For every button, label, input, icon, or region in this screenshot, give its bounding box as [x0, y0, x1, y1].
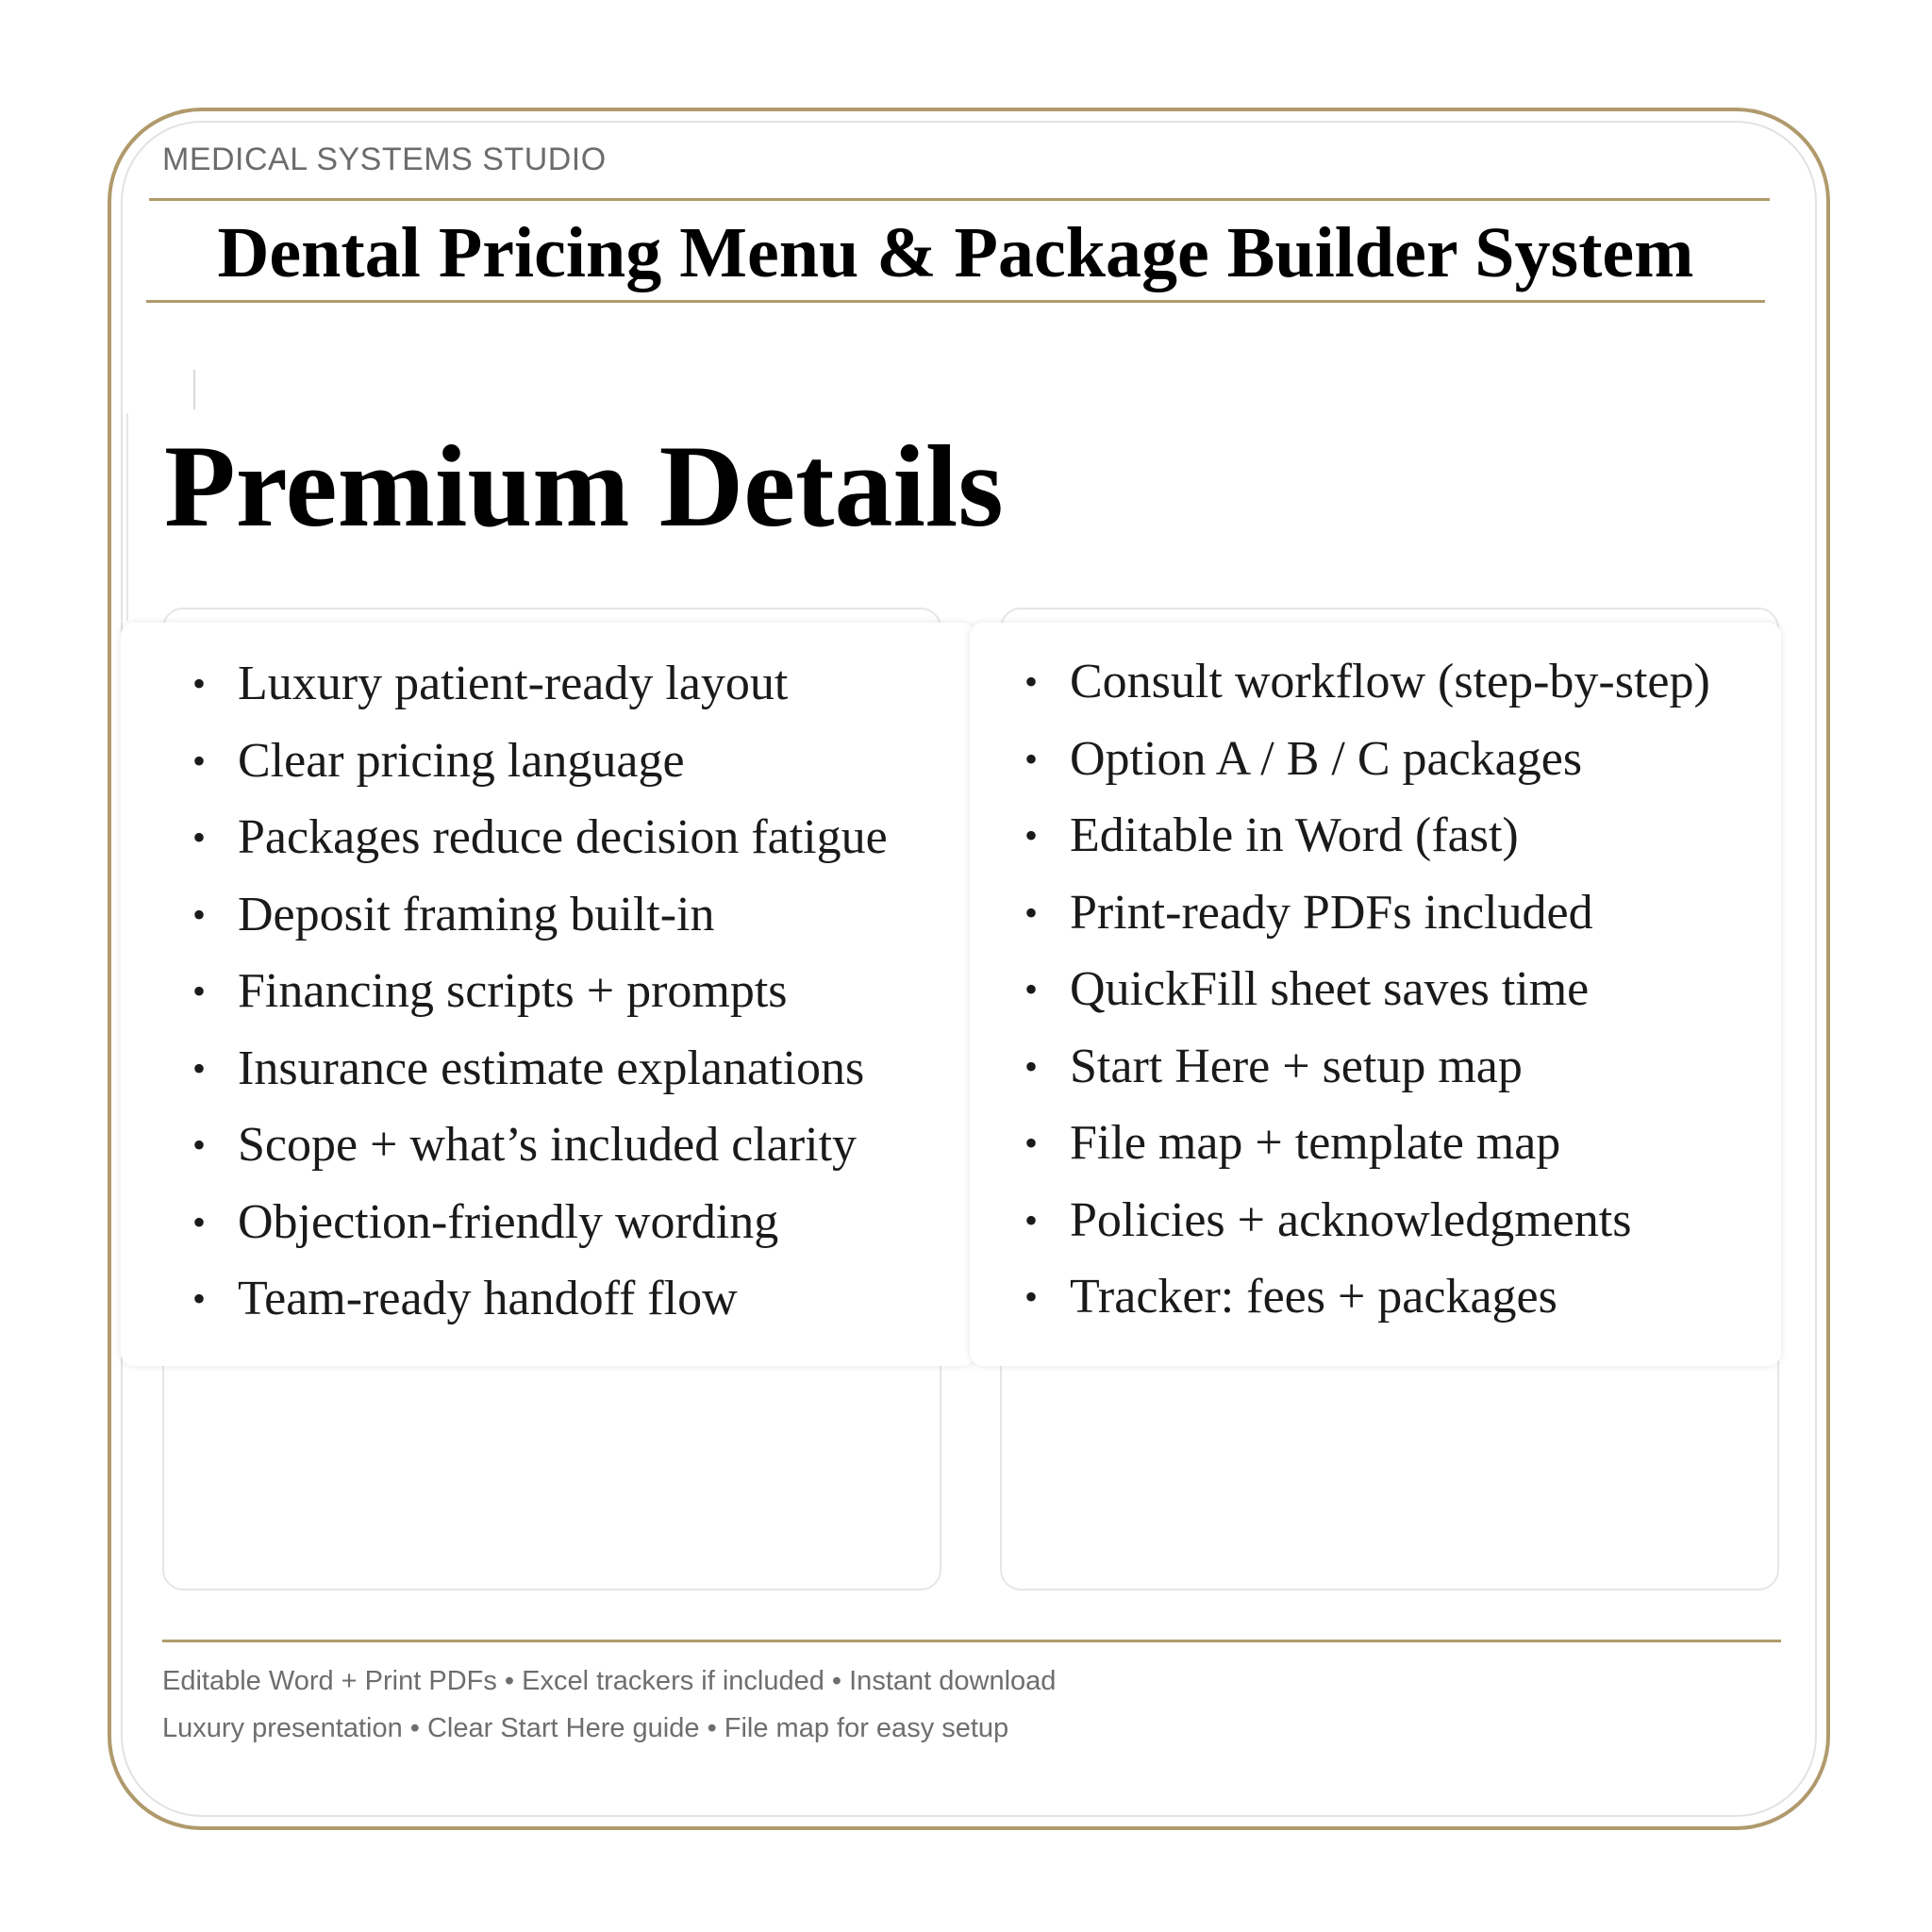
- feature-item: • Option A / B / C packages: [1024, 721, 1710, 798]
- bullet-icon: •: [1024, 891, 1039, 934]
- bullet-icon: •: [192, 1277, 207, 1320]
- feature-item: • Packages reduce decision fatigue: [192, 799, 888, 876]
- section-heading: Premium Details: [164, 422, 1004, 551]
- feature-item: • Start Here + setup map: [1024, 1028, 1710, 1106]
- feature-item: • Objection-friendly wording: [192, 1184, 888, 1261]
- footer-line-1: Editable Word + Print PDFs • Excel trackers if included • Instant download: [162, 1666, 1057, 1696]
- bullet-icon: •: [192, 1124, 207, 1166]
- bullet-icon: •: [1024, 968, 1039, 1010]
- feature-item: • Insurance estimate explanations: [192, 1030, 888, 1108]
- footer-divider: [162, 1640, 1781, 1642]
- bullet-icon: •: [192, 739, 207, 782]
- right-feature-list: [1024, 643, 1710, 1336]
- left-feature-list: [192, 645, 888, 1338]
- feature-item: • Consult workflow (step-by-step): [1024, 643, 1710, 721]
- feature-item: • Tracker: fees + packages: [1024, 1258, 1710, 1336]
- bullet-icon: •: [1024, 737, 1039, 780]
- top-divider: [149, 198, 1770, 201]
- feature-item: • Editable in Word (fast): [1024, 797, 1710, 874]
- bullet-icon: •: [1024, 1122, 1039, 1164]
- bullet-icon: •: [192, 1046, 207, 1090]
- bullet-icon: •: [192, 892, 207, 936]
- feature-item: • Team-ready handoff flow: [192, 1260, 888, 1338]
- feature-item: • File map + template map: [1024, 1105, 1710, 1182]
- bullet-icon: •: [192, 816, 207, 858]
- bullet-icon: •: [1024, 814, 1039, 857]
- bullet-icon: •: [1024, 1275, 1039, 1318]
- bullet-icon: •: [192, 970, 207, 1012]
- feature-item: • Financing scripts + prompts: [192, 953, 888, 1030]
- feature-item: • Scope + what’s included clarity: [192, 1107, 888, 1184]
- decorative-tick: [193, 370, 195, 409]
- decorative-side-line: [126, 413, 128, 621]
- title-divider: [146, 300, 1765, 303]
- bullet-icon: •: [192, 662, 207, 705]
- feature-item: • Clear pricing language: [192, 723, 888, 800]
- feature-item: • Print-ready PDFs included: [1024, 874, 1710, 952]
- bullet-icon: •: [192, 1200, 207, 1243]
- feature-item: • Luxury patient-ready layout: [192, 645, 888, 723]
- feature-item: • Policies + acknowledgments: [1024, 1182, 1710, 1259]
- bullet-icon: •: [1024, 1044, 1039, 1088]
- bullet-icon: •: [1024, 1198, 1039, 1241]
- feature-item: • QuickFill sheet saves time: [1024, 951, 1710, 1028]
- bullet-icon: •: [1024, 660, 1039, 703]
- footer-line-2: Luxury presentation • Clear Start Here guide • File map for easy setup: [162, 1713, 1009, 1743]
- product-title: Dental Pricing Menu & Package Builder System: [217, 213, 1694, 292]
- feature-item: • Deposit framing built-in: [192, 876, 888, 954]
- brand-name: MEDICAL SYSTEMS STUDIO: [162, 142, 607, 177]
